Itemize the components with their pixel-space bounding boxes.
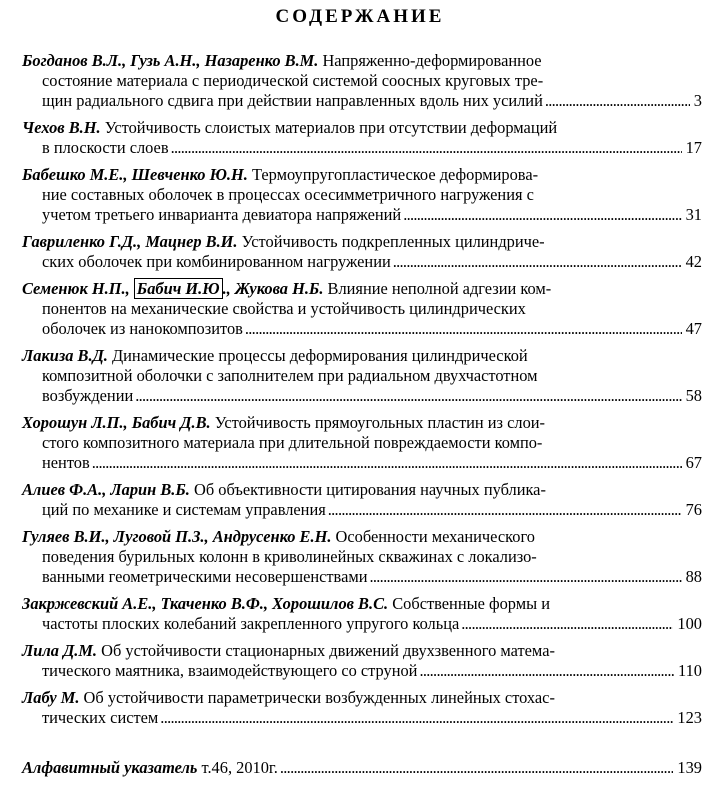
entry-title: Об устойчивости стационарных движений двухзвенного матема- — [97, 641, 555, 660]
entry-title-cont: композитной оболочки с заполнителем при радиальном двухчастотном — [42, 366, 538, 385]
entry-authors: Закржевский А.Е., Ткаченко В.Ф., Хорошилов В.С. — [22, 594, 389, 613]
entry-title-cont: тических систем — [42, 708, 159, 727]
entry-title-cont: ских оболочек при комбинированном нагружении — [42, 252, 391, 271]
entry-title-cont: ванными геометрическими несовершенствами — [42, 567, 368, 586]
entry-authors: Алиев Ф.А., Ларин В.Б. — [22, 480, 190, 499]
entry-authors: Гавриленко Г.Д., Мацнер В.И. — [22, 232, 238, 251]
entry-title: Динамические процессы деформирования цилиндрической — [107, 346, 528, 365]
entry-title: Особенности механического — [331, 527, 535, 546]
entry-title: Устойчивость прямоугольных пластин из слои- — [210, 413, 546, 432]
entry-title: Об устойчивости параметрически возбужденных линейных стохас- — [79, 688, 555, 707]
entry-title: Напряженно-деформированное — [318, 51, 542, 70]
dot-leader — [545, 91, 690, 111]
entry-authors: Семенюк Н.П., — [22, 279, 130, 298]
toc-entry[interactable] — [22, 51, 702, 111]
page-number: 17 — [685, 138, 702, 157]
toc-entry[interactable] — [22, 688, 702, 728]
entry-title-cont: возбуждении — [42, 386, 134, 405]
entry-title: Собственные формы и — [388, 594, 550, 613]
page-number: 67 — [685, 453, 702, 472]
page-number: 76 — [685, 500, 702, 519]
page-number: 100 — [677, 614, 702, 633]
toc-entry-index[interactable] — [22, 758, 702, 778]
entry-title: Устойчивость слоистых материалов при отсутствии деформаций — [100, 118, 558, 137]
dot-leader — [160, 708, 673, 728]
dot-leader — [135, 386, 681, 406]
page-number: 31 — [685, 205, 702, 224]
toc-entry[interactable] — [22, 641, 702, 681]
entry-title: Устойчивость подкрепленных цилиндриче- — [237, 232, 545, 251]
entry-title-cont: ций по механике и системам управления — [42, 500, 326, 519]
entry-title-cont: частоты плоских колебаний закрепленного упругого кольца — [42, 614, 460, 633]
toc-entry[interactable] — [22, 279, 702, 339]
dot-leader — [370, 567, 682, 587]
index-text: т.46, 2010г. — [197, 758, 278, 777]
entry-title-cont: нентов — [42, 453, 90, 472]
dot-leader — [403, 205, 681, 225]
page-number: 139 — [677, 758, 702, 777]
entry-authors: Лабу М. — [22, 688, 80, 707]
entry-authors: Гуляев В.И., Луговой П.З., Андрусенко Е.Н. — [22, 527, 332, 546]
dot-leader — [92, 453, 682, 473]
entry-title-cont: понентов на механические свойства и устойчивость цилиндрических — [42, 299, 526, 318]
entry-title: Термоупругопластическое деформирова- — [247, 165, 539, 184]
entry-authors: Чехов В.Н. — [22, 118, 101, 137]
entry-title-cont: состояние материала с периодической системой соосных круговых тре- — [42, 71, 544, 90]
entry-title: Об объективности цитирования научных публика- — [189, 480, 546, 499]
toc-entry[interactable] — [22, 346, 702, 406]
dot-leader — [461, 614, 673, 634]
entry-title-cont: щин радиального сдвига при действии направленных вдоль них усилий — [42, 91, 543, 110]
entry-title: Влияние неполной адгезии ком- — [323, 279, 552, 298]
dot-leader — [328, 500, 682, 520]
entry-title-cont: стого композитного материала при длительной повреждаемости компо- — [42, 433, 543, 452]
page-title: СОДЕРЖАНИЕ — [275, 6, 445, 27]
page-number: 123 — [677, 708, 702, 727]
toc-entry[interactable] — [22, 594, 702, 634]
entry-authors: Хорошун Л.П., Бабич Д.В. — [22, 413, 211, 432]
dot-leader — [245, 319, 682, 339]
entry-author-boxed: Бабич И.Ю — [134, 278, 223, 299]
entry-title-cont: тического маятника, взаимодействующего со струной — [42, 661, 418, 680]
toc-entry[interactable] — [22, 413, 702, 473]
page-number: 3 — [693, 91, 702, 110]
dot-leader — [419, 661, 674, 681]
toc-list — [22, 51, 702, 735]
entry-authors: ., Жукова Н.Б. — [222, 279, 324, 298]
toc-entry[interactable] — [22, 118, 702, 158]
entry-title-cont: поведения бурильных колонн в криволинейных скважинах с локализо- — [42, 547, 537, 566]
page-number: 47 — [685, 319, 702, 338]
page-number: 58 — [685, 386, 702, 405]
entry-title-cont: оболочек из нанокомпозитов — [42, 319, 243, 338]
page-number: 110 — [678, 661, 702, 680]
dot-leader — [171, 138, 682, 158]
entry-authors: Бабешко М.Е., Шевченко Ю.Н. — [22, 165, 248, 184]
entry-authors: Богданов В.Л., Гузь А.Н., Назаренко В.М. — [22, 51, 319, 70]
entry-title-cont: ние составных оболочек в процессах осесимметричного нагружения с — [42, 185, 534, 204]
entry-title-cont: учетом третьего инварианта девиатора напряжений — [42, 205, 402, 224]
toc-entry[interactable] — [22, 480, 702, 520]
toc-entry[interactable] — [22, 527, 702, 587]
index-label: Алфавитный указатель — [22, 758, 198, 777]
toc-entry[interactable] — [22, 165, 702, 225]
page-number: 88 — [685, 567, 702, 586]
entry-authors: Лила Д.М. — [22, 641, 98, 660]
toc-entry[interactable] — [22, 232, 702, 272]
entry-authors: Лакиза В.Д. — [22, 346, 108, 365]
entry-title-cont: в плоскости слоев — [42, 138, 169, 157]
dot-leader — [280, 758, 674, 778]
page-number: 42 — [685, 252, 702, 271]
dot-leader — [393, 252, 682, 272]
